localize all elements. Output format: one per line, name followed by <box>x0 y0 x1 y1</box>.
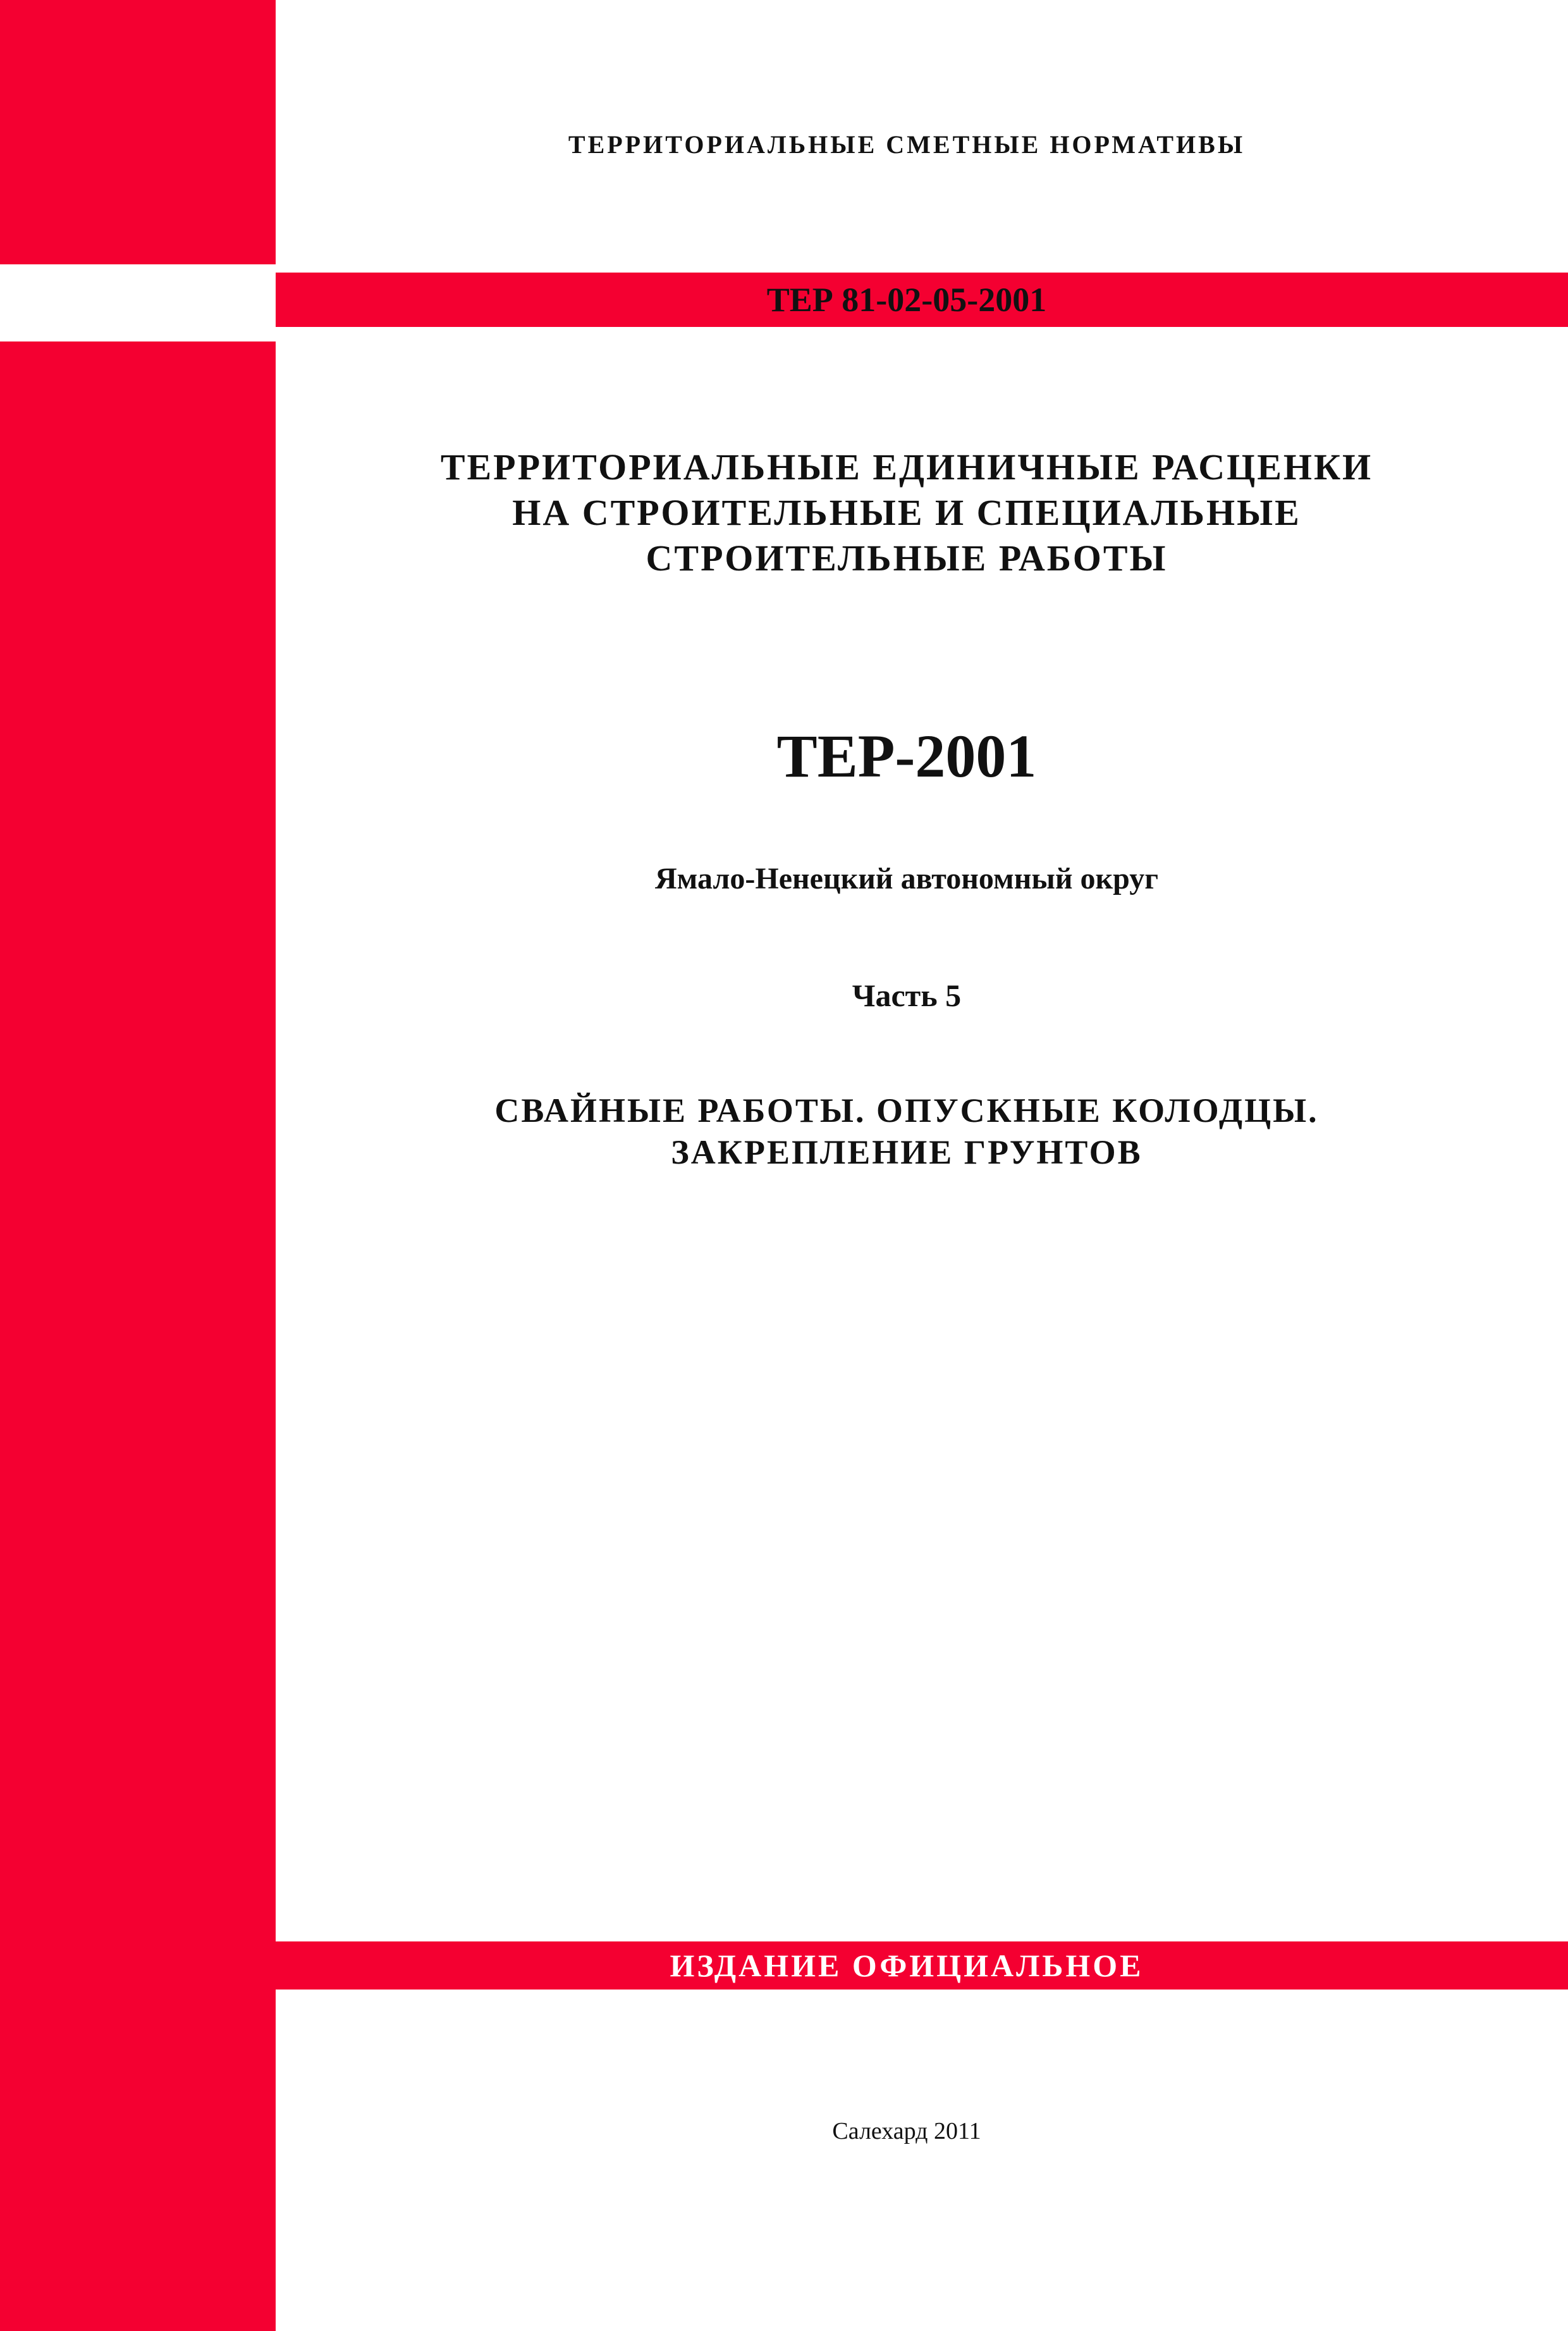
short-code: ТЕР-2001 <box>776 722 1037 790</box>
region-name: Ямало-Ненецкий автономный округ <box>654 862 1158 895</box>
title-line: СТРОИТЕЛЬНЫЕ РАБОТЫ <box>646 538 1168 579</box>
document-code: ТЕР 81-02-05-2001 <box>766 281 1047 319</box>
code-band <box>276 273 1568 327</box>
publisher-imprint: Салехард 2011 <box>832 2118 981 2144</box>
official-edition-label: ИЗДАНИЕ ОФИЦИАЛЬНОЕ <box>670 1948 1144 1983</box>
series-header: ТЕРРИТОРИАЛЬНЫЕ СМЕТНЫЕ НОРМАТИВЫ <box>568 130 1246 159</box>
subtitle-line: ЗАКРЕПЛЕНИЕ ГРУНТОВ <box>671 1133 1142 1171</box>
subtitle-line: СВАЙНЫЕ РАБОТЫ. ОПУСКНЫЕ КОЛОДЦЫ. <box>494 1092 1319 1129</box>
part-number: Часть 5 <box>852 978 962 1013</box>
title-line: ТЕРРИТОРИАЛЬНЫЕ ЕДИНИЧНЫЕ РАСЦЕНКИ <box>440 446 1373 488</box>
left-stripe-bottom <box>0 2005 276 2218</box>
official-edition-band <box>276 1941 1568 1990</box>
part-subtitle <box>245 1090 1568 1173</box>
document-title <box>245 445 1568 581</box>
left-stripe-top <box>0 0 276 264</box>
title-line: НА СТРОИТЕЛЬНЫЕ И СПЕЦИАЛЬНЫЕ <box>512 492 1301 533</box>
